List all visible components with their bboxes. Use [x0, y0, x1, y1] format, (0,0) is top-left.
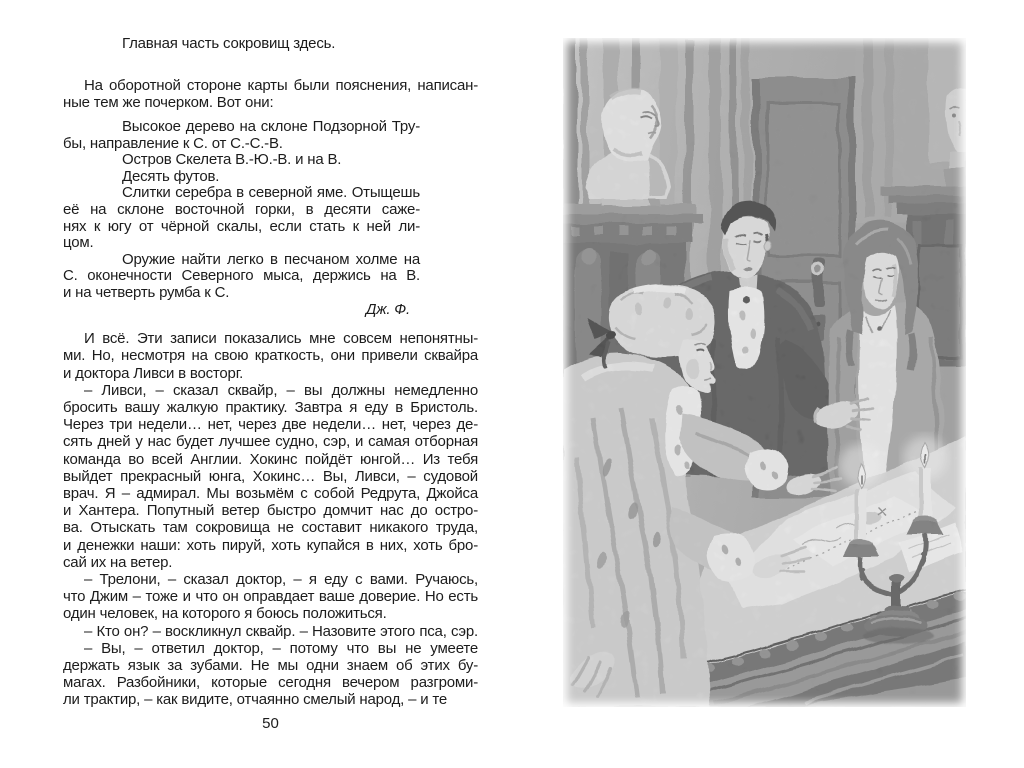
text-line: Десять футов. [122, 167, 220, 185]
paragraph [63, 252, 420, 302]
text-line: врач. Я – адмирал. Мы возьмём с собой Редрута, Джойса [63, 484, 478, 502]
text-line: и денежки наши: хоть пируй, хоть купайся в них, хоть бро- [63, 536, 478, 554]
text-line: С. оконечности Северного мыса, держись на В. [63, 267, 420, 285]
text-line: ные тем же почерком. Вот они: [63, 93, 274, 111]
paragraph [63, 152, 420, 169]
watercolor-illustration [563, 38, 966, 707]
text-line: Через три недели… нет, через две недели… нет, через де- [63, 416, 478, 434]
paragraph [63, 623, 478, 640]
text-line: нях к югу от чёрной скалы, если стать к ней ли- [63, 217, 420, 235]
text-line: сай их на ветер. [63, 553, 173, 571]
map-note-continuation: Главная часть сокровищ здесь. [122, 35, 336, 52]
watercolor-grain [563, 38, 966, 707]
text-line: Остров Скелета В.-Ю.-В. и на В. [122, 151, 342, 169]
text-line: команда во всей Англии. Хокинс пойдёт юнгой… Из тебя [63, 450, 478, 468]
intro-paragraph [63, 77, 478, 111]
text-line: держать язык за зубами. Не мы одни знаем об этих бу- [63, 656, 478, 674]
right-page-illustration [563, 38, 966, 707]
body-text [63, 330, 478, 708]
text-line: И всё. Эти записи показались мне совсем непонятны- [84, 330, 478, 348]
paragraph [63, 119, 420, 152]
paragraph [63, 640, 478, 709]
paragraph [63, 77, 478, 111]
text-line: бросить вашу жалкую практику. Завтра я еду в Бристоль. [63, 398, 478, 416]
paragraph [63, 169, 420, 186]
text-line: Слитки серебра в северной яме. Отыщешь [122, 184, 420, 202]
text-line: На оборотной стороне карты были пояснения, написан- [84, 76, 478, 94]
left-page [63, 36, 478, 732]
text-line: цом. [63, 234, 94, 252]
text-line: выйдет прекрасный юнга, Хокинс… Вы, Ливси, – судовой [63, 467, 478, 485]
text-line: бы, направление к С. от С.-С.-В. [63, 134, 283, 152]
paragraph [63, 382, 478, 571]
paragraph [63, 330, 478, 382]
text-line: – Трелони, – сказал доктор, – я еду с вами. Ручаюсь, [84, 570, 478, 588]
text-line: её на склоне восточной горки, в десяти саже- [63, 200, 420, 218]
map-instructions-quote [63, 119, 420, 302]
page-number: 50 [262, 714, 279, 732]
map-signature: Дж. Ф. [365, 300, 410, 318]
text-line: – Кто он? – воскликнул сквайр. – Назовите этого пса, сэр. [84, 622, 478, 640]
text-line: – Вы, – ответил доктор, – потому что вы не умеете [84, 639, 478, 657]
text-line: что Джим – тоже и что он оправдает ваше доверие. Но есть [63, 588, 478, 606]
text-line: Оружие найти легко в песчаном холме на [122, 250, 420, 268]
paragraph [63, 185, 420, 251]
text-line: магах. Разбойники, которые сегодня вечером разгроми- [63, 674, 478, 692]
text-line: сять дней у нас будет лучшее судно, сэр, и самая отборная [63, 433, 478, 451]
text-line: один человек, на которого я боюсь положиться. [63, 605, 387, 623]
text-line: Высокое дерево на склоне Подзорной Тру- [122, 118, 420, 135]
text-line: – Ливси, – сказал сквайр, – вы должны немедленно [84, 381, 478, 399]
paragraph [63, 571, 478, 623]
text-line: ва. Отыскать там сокровища не составит никакого труда, [63, 519, 478, 537]
text-line: ми. Но, несмотря на свою краткость, они привели сквайра [63, 347, 478, 365]
text-line: и доктора Ливси в восторг. [63, 364, 244, 382]
text-line: ли трактир, – как видите, отчаянно смелый народ, – и те [63, 691, 447, 709]
text-line: и Хантера. Попутный ветер быстро домчит нас до остро- [63, 502, 478, 520]
text-line: и на четверть румба к С. [63, 283, 230, 301]
